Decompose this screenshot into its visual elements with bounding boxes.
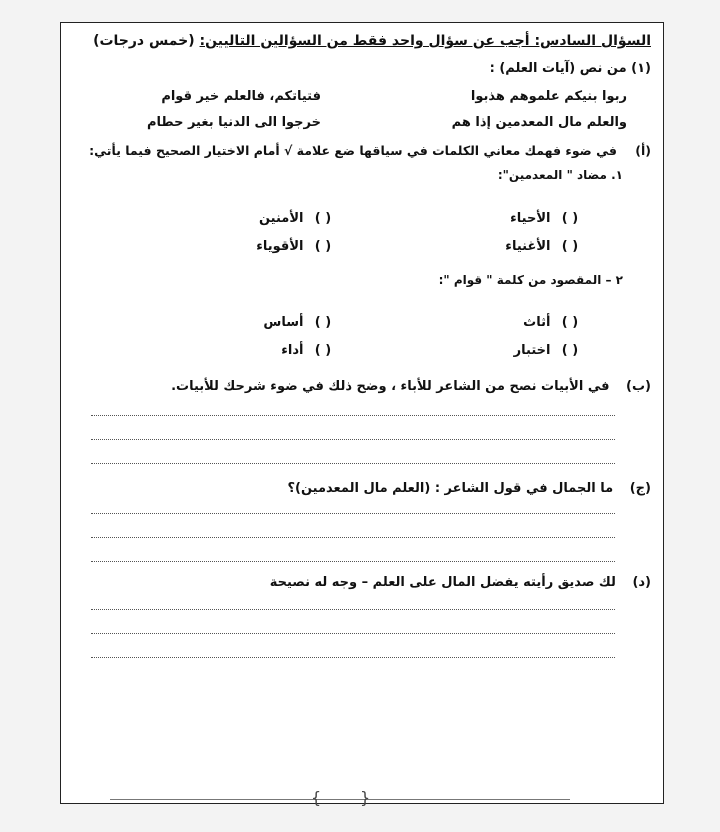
q1-prompt: ١. مضاد " المعدمين":	[497, 168, 623, 182]
poem-line1-left: فتياتكم، فالعلم خير قوام	[161, 89, 321, 104]
footer-divider	[110, 799, 570, 800]
answer-line[interactable]	[91, 439, 615, 440]
checkbox-paren[interactable]: ( )	[314, 239, 332, 254]
q2-option-2[interactable]: ( ) أساس	[263, 315, 338, 330]
q1-option-1[interactable]: ( ) الأحياء	[510, 211, 585, 226]
answer-line[interactable]	[91, 463, 615, 464]
checkbox-paren[interactable]: ( )	[561, 315, 579, 330]
brace-left-icon: {	[311, 788, 322, 807]
checkbox-paren[interactable]: ( )	[561, 343, 579, 358]
q1-option-2[interactable]: ( ) الأمنين	[259, 211, 338, 226]
part-c-text: ما الجمال في قول الشاعر : (العلم مال المعدمين)؟	[287, 481, 614, 496]
checkbox-paren[interactable]: ( )	[314, 315, 332, 330]
q1-option-4[interactable]: ( ) الأقوياء	[256, 239, 338, 254]
part-b-text: في الأبيات نصح من الشاعر للأباء ، وضح ذلك في ضوء شرحك للأبيات.	[171, 379, 610, 394]
part-a-label: (أ)	[635, 143, 651, 158]
q2-option-3[interactable]: ( ) اختبار	[514, 343, 585, 358]
section-number: (١)	[631, 61, 651, 76]
answer-line[interactable]	[91, 609, 615, 610]
checkbox-paren[interactable]: ( )	[314, 211, 332, 226]
checkbox-paren[interactable]: ( )	[314, 343, 332, 358]
part-a-instruction	[89, 143, 651, 158]
question-title: السؤال السادس: أجب عن سؤال واحد فقط من السؤالين التاليين:	[199, 33, 651, 49]
part-d-label: (د)	[632, 575, 651, 590]
section-text: من نص (آيات العلم) :	[489, 61, 627, 76]
answer-line[interactable]	[91, 537, 615, 538]
poem-line2-right: والعلم مال المعدمين إذا هم	[451, 115, 627, 130]
part-b-label: (ب)	[626, 379, 651, 394]
part-b-question	[171, 379, 651, 394]
part-d-question	[270, 575, 651, 590]
checkbox-paren[interactable]: ( )	[561, 239, 579, 254]
question-header	[93, 33, 651, 49]
q1-option-3[interactable]: ( ) الأغنياء	[505, 239, 585, 254]
part-c-label: (ج)	[629, 481, 651, 496]
answer-line[interactable]	[91, 657, 615, 658]
exam-sheet	[60, 22, 664, 804]
question-marks: (خمس درجات)	[93, 33, 195, 49]
checkbox-paren[interactable]: ( )	[561, 211, 579, 226]
part-c-question	[287, 481, 651, 496]
brace-right-icon: }	[360, 788, 371, 807]
answer-line[interactable]	[91, 513, 615, 514]
section-title	[490, 61, 651, 76]
part-a-text: في ضوء فهمك معاني الكلمات في سياقها ضع علامة √ أمام الاختيار الصحيح فيما يأتي:	[89, 143, 617, 158]
answer-line[interactable]	[91, 561, 615, 562]
part-d-text: لك صديق رأيته يفضل المال على العلم – وجه له نصيحة	[269, 575, 616, 590]
q2-prompt: ٢ – المقصود من كلمة " قوام ":	[438, 273, 623, 287]
answer-line[interactable]	[91, 633, 615, 634]
q2-option-4[interactable]: ( ) أداء	[281, 343, 338, 358]
q2-option-1[interactable]: ( ) أثاث	[523, 315, 585, 330]
answer-line[interactable]	[91, 415, 615, 416]
poem-line1-right: ربوا بنيكم علموهم هذبوا	[470, 89, 627, 104]
poem-line2-left: خرجوا الى الدنيا بغير حطام	[147, 115, 321, 130]
